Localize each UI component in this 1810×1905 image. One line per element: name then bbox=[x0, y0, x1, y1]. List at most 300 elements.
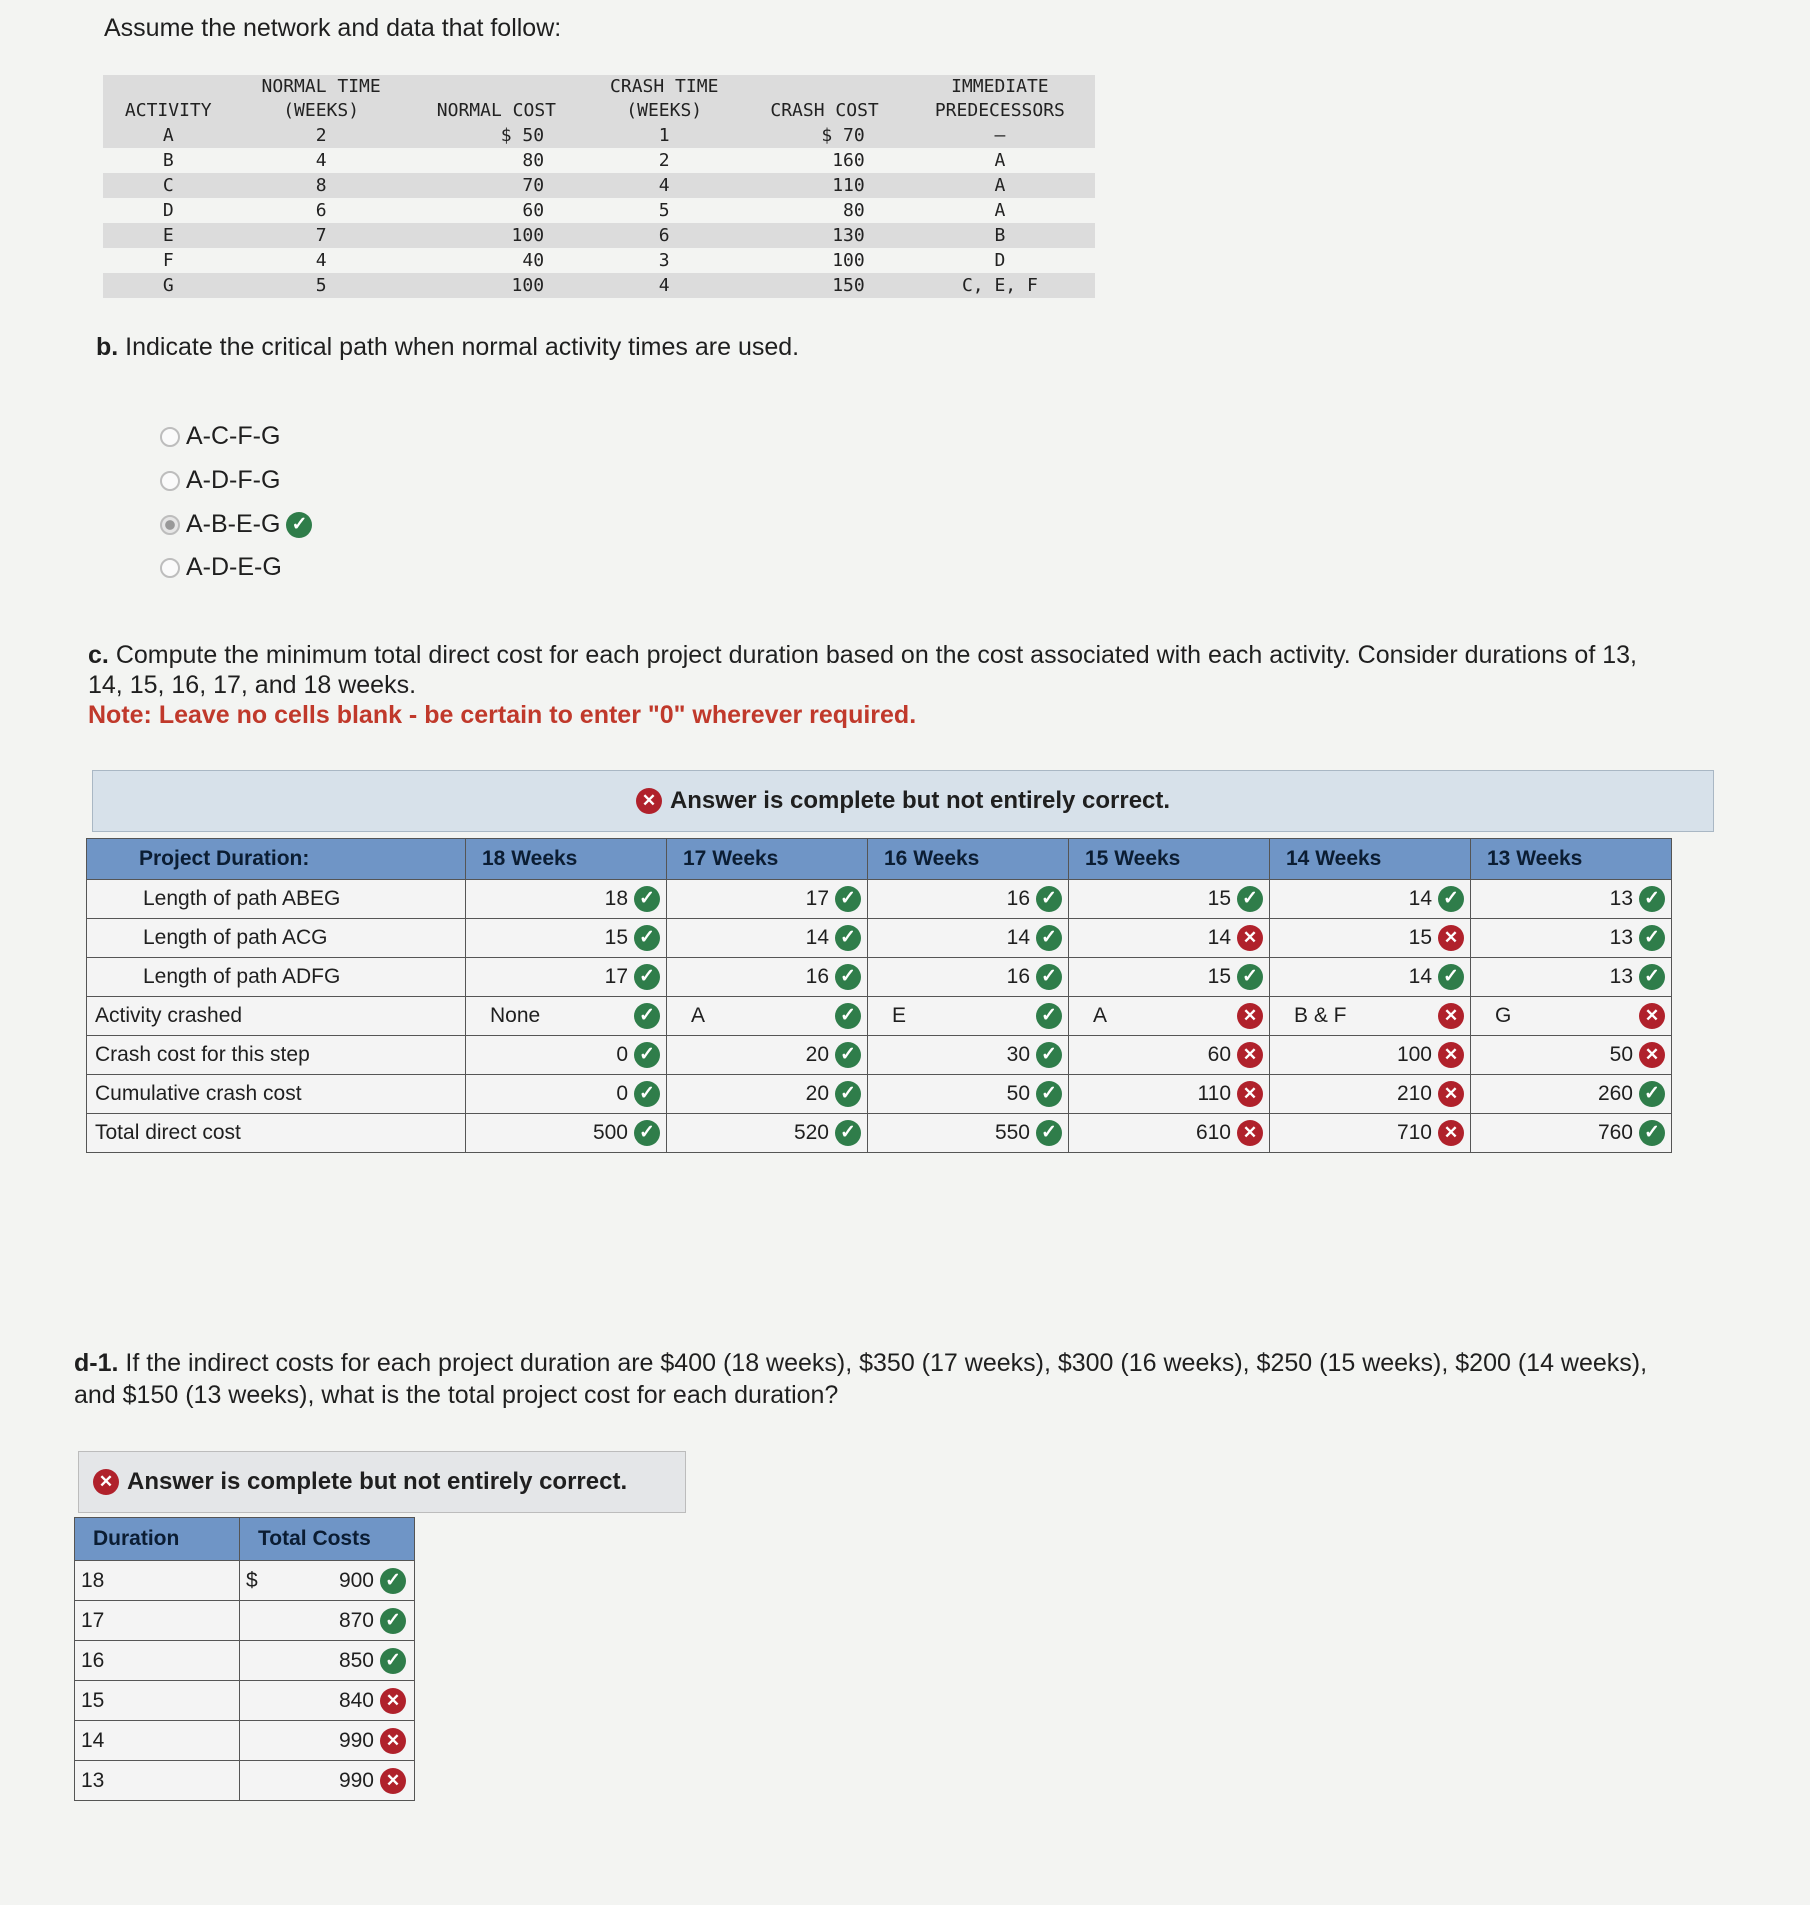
x-circle-icon: ✕ bbox=[380, 1728, 406, 1754]
table-row bbox=[75, 1681, 415, 1721]
check-circle-icon: ✓ bbox=[1036, 1081, 1062, 1107]
check-circle-icon: ✓ bbox=[634, 1042, 660, 1068]
check-circle-icon: ✓ bbox=[1639, 1120, 1665, 1146]
answer-field[interactable] bbox=[1475, 1003, 1667, 1029]
answer-cell bbox=[667, 958, 868, 997]
check-circle-icon: ✓ bbox=[1036, 1042, 1062, 1068]
answer-cell bbox=[868, 958, 1069, 997]
x-circle-icon: ✕ bbox=[380, 1688, 406, 1714]
answer-field[interactable] bbox=[1475, 1120, 1667, 1146]
duration-column-header: 16 Weeks bbox=[868, 839, 1069, 880]
question-d1 bbox=[74, 1347, 1654, 1411]
question-b-label: b. bbox=[96, 333, 119, 361]
answer-value: 500 bbox=[592, 1121, 628, 1144]
duration-column-header: 15 Weeks bbox=[1069, 839, 1270, 880]
answer-cell bbox=[868, 1114, 1069, 1153]
cost-with-status bbox=[339, 1688, 406, 1714]
total-cost-value: 850 bbox=[338, 1648, 374, 1672]
answer-value: 260 bbox=[1597, 1082, 1633, 1105]
duration-value: 18 bbox=[75, 1561, 240, 1601]
radio-button[interactable] bbox=[160, 558, 180, 578]
answer-field[interactable] bbox=[1274, 925, 1466, 951]
answer-value: 14 bbox=[805, 926, 829, 949]
table-row bbox=[103, 123, 1095, 148]
check-circle-icon: ✓ bbox=[380, 1608, 406, 1634]
answer-value: 13 bbox=[1609, 965, 1633, 988]
duration-value: 15 bbox=[75, 1681, 240, 1721]
answer-cell bbox=[868, 880, 1069, 919]
answer-cell bbox=[1069, 880, 1270, 919]
answer-status-banner-d1 bbox=[78, 1451, 686, 1513]
answer-value: 760 bbox=[1597, 1121, 1633, 1144]
check-circle-icon: ✓ bbox=[835, 925, 861, 951]
answer-field[interactable] bbox=[671, 1120, 863, 1146]
radio-button[interactable] bbox=[160, 427, 180, 447]
answer-field[interactable] bbox=[1475, 1081, 1667, 1107]
table-cell: D bbox=[162, 200, 174, 221]
answer-field[interactable] bbox=[1475, 964, 1667, 990]
answer-field[interactable] bbox=[470, 925, 662, 951]
answer-value: 610 bbox=[1195, 1121, 1231, 1144]
total-cost-value: 900 bbox=[338, 1568, 374, 1592]
answer-value: 14 bbox=[1207, 926, 1231, 949]
table-cell: A bbox=[994, 175, 1006, 196]
check-circle-icon: ✓ bbox=[634, 1081, 660, 1107]
table-cell: 70 bbox=[522, 175, 545, 196]
answer-cell bbox=[466, 1036, 667, 1075]
question-b bbox=[96, 333, 799, 362]
duration-column-header: 17 Weeks bbox=[667, 839, 868, 880]
x-circle-icon: ✕ bbox=[1237, 1003, 1263, 1029]
table-cell: B bbox=[994, 225, 1006, 246]
row-label: Activity crashed bbox=[87, 997, 466, 1036]
row-label: Length of path ADFG bbox=[87, 958, 466, 997]
radio-button[interactable] bbox=[160, 471, 180, 491]
answer-cell bbox=[1471, 880, 1672, 919]
check-circle-icon: ✓ bbox=[835, 1120, 861, 1146]
answer-field[interactable] bbox=[671, 1081, 863, 1107]
table-row bbox=[87, 1036, 1672, 1075]
total-cost-field[interactable] bbox=[246, 1608, 408, 1634]
answer-cell bbox=[466, 919, 667, 958]
answer-cell bbox=[868, 919, 1069, 958]
table-row bbox=[87, 958, 1672, 997]
answer-field[interactable] bbox=[872, 1081, 1064, 1107]
total-cost-cell bbox=[240, 1721, 415, 1761]
x-circle-icon: ✕ bbox=[1639, 1042, 1665, 1068]
answer-field[interactable] bbox=[1073, 1120, 1265, 1146]
answer-value: 520 bbox=[793, 1121, 829, 1144]
x-circle-icon: ✕ bbox=[1639, 1003, 1665, 1029]
answer-value: 210 bbox=[1396, 1082, 1432, 1105]
data-table-header: NORMAL TIME (WEEKS) bbox=[261, 76, 381, 121]
duration-column-header: 13 Weeks bbox=[1471, 839, 1672, 880]
x-circle-icon: ✕ bbox=[1438, 1003, 1464, 1029]
table-cell: — bbox=[994, 125, 1006, 146]
answer-value: B & F bbox=[1294, 1004, 1347, 1027]
answer-value: None bbox=[490, 1004, 541, 1027]
answer-field[interactable] bbox=[872, 886, 1064, 912]
answer-field[interactable] bbox=[1073, 964, 1265, 990]
table-row bbox=[87, 880, 1672, 919]
answer-cell bbox=[1471, 958, 1672, 997]
table-cell: 60 bbox=[522, 200, 545, 221]
answer-cell bbox=[667, 1036, 868, 1075]
answer-field[interactable] bbox=[470, 886, 662, 912]
duration-value: 17 bbox=[75, 1601, 240, 1641]
answer-field[interactable] bbox=[1274, 1003, 1466, 1029]
check-circle-icon: ✓ bbox=[1237, 964, 1263, 990]
table-cell: 4 bbox=[658, 175, 670, 196]
table-cell: 5 bbox=[315, 275, 327, 296]
table-cell: 150 bbox=[832, 275, 865, 296]
answer-cell bbox=[667, 1075, 868, 1114]
total-cost-cell bbox=[240, 1641, 415, 1681]
answer-field[interactable] bbox=[1073, 1003, 1265, 1029]
table-cell: 100 bbox=[832, 250, 865, 271]
answer-value: 20 bbox=[805, 1043, 829, 1066]
check-circle-icon: ✓ bbox=[1036, 1120, 1062, 1146]
answer-cell bbox=[1069, 1036, 1270, 1075]
total-cost-cell bbox=[240, 1681, 415, 1721]
total-cost-field[interactable] bbox=[246, 1648, 408, 1674]
table-cell: 4 bbox=[315, 150, 327, 171]
radio-option-label: A-B-E-G bbox=[186, 510, 281, 538]
table-row bbox=[75, 1561, 415, 1601]
total-cost-cell bbox=[240, 1761, 415, 1801]
answer-status-text: Answer is complete but not entirely correct. bbox=[127, 1468, 628, 1495]
answer-field[interactable] bbox=[1274, 1042, 1466, 1068]
table-row bbox=[103, 148, 1095, 173]
answer-cell bbox=[1270, 880, 1471, 919]
answer-cell bbox=[667, 997, 868, 1036]
answer-value: 13 bbox=[1609, 926, 1633, 949]
check-circle-icon: ✓ bbox=[1036, 886, 1062, 912]
answer-field[interactable] bbox=[470, 1003, 662, 1029]
radio-option[interactable] bbox=[160, 510, 312, 539]
answer-value: 18 bbox=[604, 887, 628, 910]
answer-value: 16 bbox=[805, 965, 829, 988]
table-row bbox=[87, 919, 1672, 958]
answer-cell bbox=[1471, 1114, 1672, 1153]
table-row bbox=[103, 198, 1095, 223]
answer-status-banner-c bbox=[92, 770, 1714, 832]
answer-value: 17 bbox=[604, 965, 628, 988]
row-label: Length of path ACG bbox=[87, 919, 466, 958]
table-row bbox=[103, 273, 1095, 298]
total-cost-value: 990 bbox=[338, 1768, 374, 1792]
answer-cell bbox=[1069, 919, 1270, 958]
answer-status-text: Answer is complete but not entirely correct. bbox=[669, 787, 1171, 814]
x-circle-icon: ✕ bbox=[93, 1469, 119, 1495]
answer-value: 13 bbox=[1609, 887, 1633, 910]
question-d1-text: If the indirect costs for each project duration are $400 (18 weeks), $350 (17 weeks), $300 (16 weeks), $250 (15 weeks), $200 (14 weeks), and $150 (13 weeks), what is the total project cost for each duration? bbox=[74, 1349, 1648, 1409]
total-cost-value: 840 bbox=[338, 1688, 374, 1712]
radio-button[interactable] bbox=[160, 515, 180, 535]
answer-value: E bbox=[892, 1004, 907, 1027]
answer-field[interactable] bbox=[1274, 1120, 1466, 1146]
answer-field[interactable] bbox=[1073, 886, 1265, 912]
duration-value: 13 bbox=[75, 1761, 240, 1801]
answer-cell bbox=[466, 1075, 667, 1114]
answer-cell bbox=[466, 997, 667, 1036]
answer-value: 17 bbox=[805, 887, 829, 910]
check-circle-icon: ✓ bbox=[634, 1120, 660, 1146]
answer-value: 550 bbox=[994, 1121, 1030, 1144]
answer-cell bbox=[868, 997, 1069, 1036]
total-cost-value: 990 bbox=[338, 1728, 374, 1752]
x-circle-icon: ✕ bbox=[1438, 1120, 1464, 1146]
table-cell: 4 bbox=[315, 250, 327, 271]
duration-column-header: 18 Weeks bbox=[466, 839, 667, 880]
duration-value: 14 bbox=[75, 1721, 240, 1761]
table-cell: 6 bbox=[658, 225, 670, 246]
answer-field[interactable] bbox=[1073, 1042, 1265, 1068]
table-cell: $ 70 bbox=[821, 125, 865, 146]
answer-value: 60 bbox=[1207, 1043, 1231, 1066]
data-table-header: CRASH COST bbox=[770, 100, 879, 121]
x-circle-icon: ✕ bbox=[636, 788, 662, 814]
answer-field[interactable] bbox=[671, 925, 863, 951]
answer-cell bbox=[1471, 919, 1672, 958]
answer-value: 50 bbox=[1609, 1043, 1633, 1066]
table-cell: G bbox=[162, 275, 174, 296]
check-circle-icon: ✓ bbox=[1438, 886, 1464, 912]
check-circle-icon: ✓ bbox=[835, 1081, 861, 1107]
answer-value: 710 bbox=[1396, 1121, 1432, 1144]
radio-option-label: A-D-E-G bbox=[186, 553, 282, 581]
table-cell: 160 bbox=[832, 150, 865, 171]
table-cell: 5 bbox=[658, 200, 670, 221]
answer-field[interactable] bbox=[470, 1081, 662, 1107]
total-cost-field[interactable] bbox=[246, 1728, 408, 1754]
x-circle-icon: ✕ bbox=[380, 1768, 406, 1794]
table-cell: C bbox=[162, 175, 174, 196]
data-table-header: ACTIVITY bbox=[124, 100, 212, 121]
answer-cell bbox=[1069, 958, 1270, 997]
check-circle-icon: ✓ bbox=[835, 1003, 861, 1029]
answer-cell bbox=[1471, 1036, 1672, 1075]
answer-cell bbox=[1270, 997, 1471, 1036]
data-table-header: NORMAL COST bbox=[436, 100, 557, 121]
answer-value: 15 bbox=[1207, 887, 1231, 910]
answer-cell bbox=[1270, 1036, 1471, 1075]
table-cell: 3 bbox=[658, 250, 670, 271]
answer-cell bbox=[1270, 919, 1471, 958]
table-cell: E bbox=[162, 225, 174, 246]
table-cell: 2 bbox=[315, 125, 327, 146]
question-c-label: c. bbox=[88, 641, 109, 669]
x-circle-icon: ✕ bbox=[1237, 1081, 1263, 1107]
data-table-header: IMMEDIATE PREDECESSORS bbox=[934, 76, 1065, 121]
check-circle-icon: ✓ bbox=[835, 964, 861, 990]
table-cell: 110 bbox=[832, 175, 865, 196]
total-cost-field[interactable] bbox=[246, 1688, 408, 1714]
table-cell: D bbox=[994, 250, 1006, 271]
table-cell: 40 bbox=[522, 250, 545, 271]
answer-value: 15 bbox=[1408, 926, 1432, 949]
question-c-note: Note: Leave no cells blank - be certain to enter "0" wherever required. bbox=[88, 701, 917, 729]
x-circle-icon: ✕ bbox=[1237, 925, 1263, 951]
table-cell: 130 bbox=[832, 225, 865, 246]
answer-cell bbox=[1270, 958, 1471, 997]
intro-text: Assume the network and data that follow: bbox=[104, 14, 562, 42]
check-circle-icon: ✓ bbox=[1639, 925, 1665, 951]
check-circle-icon: ✓ bbox=[634, 925, 660, 951]
check-circle-icon: ✓ bbox=[1036, 964, 1062, 990]
answer-value: 14 bbox=[1408, 965, 1432, 988]
answer-cell bbox=[1471, 1075, 1672, 1114]
radio-option-label: A-D-F-G bbox=[186, 466, 281, 494]
table-cell: C, E, F bbox=[961, 275, 1038, 296]
answer-field[interactable] bbox=[872, 964, 1064, 990]
table-cell: 100 bbox=[511, 225, 545, 246]
answer-value: 0 bbox=[616, 1043, 628, 1066]
answer-field[interactable] bbox=[1475, 925, 1667, 951]
table-cell: 8 bbox=[315, 175, 327, 196]
check-circle-icon: ✓ bbox=[1438, 964, 1464, 990]
table-cell: A bbox=[162, 125, 174, 146]
answer-field[interactable] bbox=[1274, 886, 1466, 912]
answer-field[interactable] bbox=[671, 1042, 863, 1068]
check-circle-icon: ✓ bbox=[1036, 925, 1062, 951]
answer-cell bbox=[466, 880, 667, 919]
check-circle-icon: ✓ bbox=[380, 1568, 406, 1594]
check-circle-icon: ✓ bbox=[380, 1648, 406, 1674]
table-row bbox=[87, 1075, 1672, 1114]
answer-field[interactable] bbox=[470, 1120, 662, 1146]
row-label: Cumulative crash cost bbox=[87, 1075, 466, 1114]
duration-table-header: Total Costs bbox=[240, 1518, 415, 1561]
table-row bbox=[103, 223, 1095, 248]
check-circle-icon: ✓ bbox=[835, 1042, 861, 1068]
answer-field[interactable] bbox=[872, 925, 1064, 951]
table-row bbox=[75, 1641, 415, 1681]
answer-value: 14 bbox=[1006, 926, 1030, 949]
radio-option-label: A-C-F-G bbox=[186, 422, 281, 450]
answer-value: 50 bbox=[1006, 1082, 1030, 1105]
x-circle-icon: ✕ bbox=[1438, 1042, 1464, 1068]
answer-cell bbox=[667, 1114, 868, 1153]
check-circle-icon: ✓ bbox=[634, 964, 660, 990]
total-cost-cell bbox=[240, 1561, 415, 1601]
answer-field[interactable] bbox=[872, 1120, 1064, 1146]
answer-field[interactable] bbox=[1073, 1081, 1265, 1107]
answer-field[interactable] bbox=[1274, 964, 1466, 990]
duration-value: 16 bbox=[75, 1641, 240, 1681]
table-row bbox=[87, 997, 1672, 1036]
answer-field[interactable] bbox=[1274, 1081, 1466, 1107]
check-circle-icon: ✓ bbox=[1639, 964, 1665, 990]
table-cell: B bbox=[162, 150, 174, 171]
check-circle-icon: ✓ bbox=[634, 1003, 660, 1029]
radio-option[interactable] bbox=[160, 466, 280, 495]
row-label: Total direct cost bbox=[87, 1114, 466, 1153]
row-label: Crash cost for this step bbox=[87, 1036, 466, 1075]
check-circle-icon: ✓ bbox=[1639, 1081, 1665, 1107]
question-c bbox=[88, 640, 1678, 730]
answer-field[interactable] bbox=[1475, 1042, 1667, 1068]
answer-value: 15 bbox=[1207, 965, 1231, 988]
answer-field[interactable] bbox=[671, 964, 863, 990]
row-label: Length of path ABEG bbox=[87, 880, 466, 919]
duration-table-header: Duration bbox=[75, 1518, 240, 1561]
project-duration-header: Project Duration: bbox=[87, 839, 466, 880]
answer-cell bbox=[868, 1075, 1069, 1114]
table-cell: 80 bbox=[522, 150, 545, 171]
x-circle-icon: ✕ bbox=[1237, 1042, 1263, 1068]
answer-cell bbox=[466, 958, 667, 997]
answer-field[interactable] bbox=[470, 1042, 662, 1068]
x-circle-icon: ✕ bbox=[1237, 1120, 1263, 1146]
answer-value: 30 bbox=[1006, 1043, 1030, 1066]
answer-field[interactable] bbox=[872, 1003, 1064, 1029]
answer-field[interactable] bbox=[1073, 925, 1265, 951]
answer-field[interactable] bbox=[872, 1042, 1064, 1068]
answer-field[interactable] bbox=[671, 886, 863, 912]
answer-cell bbox=[1069, 1114, 1270, 1153]
answer-cell bbox=[466, 1114, 667, 1153]
check-circle-icon: ✓ bbox=[634, 886, 660, 912]
table-row bbox=[75, 1761, 415, 1801]
table-row bbox=[75, 1601, 415, 1641]
table-cell: 1 bbox=[658, 125, 670, 146]
answer-value: G bbox=[1495, 1004, 1512, 1027]
radio-option[interactable] bbox=[160, 422, 280, 451]
table-cell: 6 bbox=[315, 200, 327, 221]
table-cell: 4 bbox=[658, 275, 670, 296]
answer-field[interactable] bbox=[671, 1003, 863, 1029]
duration-column-header: 14 Weeks bbox=[1270, 839, 1471, 880]
answer-value: A bbox=[691, 1004, 706, 1027]
table-cell: 2 bbox=[658, 150, 670, 171]
table-cell: 100 bbox=[511, 275, 545, 296]
currency-symbol: $ bbox=[246, 1568, 258, 1592]
radio-option[interactable] bbox=[160, 553, 282, 582]
table-row bbox=[103, 173, 1095, 198]
answer-value: 14 bbox=[1408, 887, 1432, 910]
check-circle-icon: ✓ bbox=[1639, 886, 1665, 912]
answer-field[interactable] bbox=[470, 964, 662, 990]
question-c-text: Compute the minimum total direct cost for each project duration based on the cost associated with each activity. Consider durations of 13, 14, 15, 16, 17, and 18 weeks. bbox=[88, 641, 1637, 699]
table-cell: A bbox=[994, 150, 1006, 171]
activity-data-table bbox=[103, 75, 1095, 298]
table-cell: 7 bbox=[315, 225, 327, 246]
table-row bbox=[75, 1721, 415, 1761]
cost-with-status bbox=[339, 1608, 406, 1634]
table-row bbox=[87, 1114, 1672, 1153]
answer-value: 110 bbox=[1197, 1082, 1231, 1105]
total-cost-table bbox=[74, 1517, 415, 1801]
answer-cell bbox=[1270, 1075, 1471, 1114]
table-cell: $ 50 bbox=[500, 125, 545, 146]
check-circle-icon: ✓ bbox=[1036, 1003, 1062, 1029]
answer-value: 15 bbox=[604, 926, 628, 949]
total-cost-field[interactable] bbox=[246, 1568, 408, 1594]
answer-cell bbox=[667, 919, 868, 958]
total-cost-field[interactable] bbox=[246, 1768, 408, 1794]
answer-cell bbox=[1471, 997, 1672, 1036]
answer-cell bbox=[1270, 1114, 1471, 1153]
answer-cell bbox=[1069, 997, 1270, 1036]
answer-cell bbox=[868, 1036, 1069, 1075]
data-table-header: CRASH TIME (WEEKS) bbox=[610, 76, 719, 121]
answer-field[interactable] bbox=[1475, 886, 1667, 912]
answer-value: 0 bbox=[616, 1082, 628, 1105]
check-circle-icon: ✓ bbox=[286, 512, 312, 538]
x-circle-icon: ✕ bbox=[1438, 1081, 1464, 1107]
cost-with-status bbox=[339, 1568, 406, 1594]
